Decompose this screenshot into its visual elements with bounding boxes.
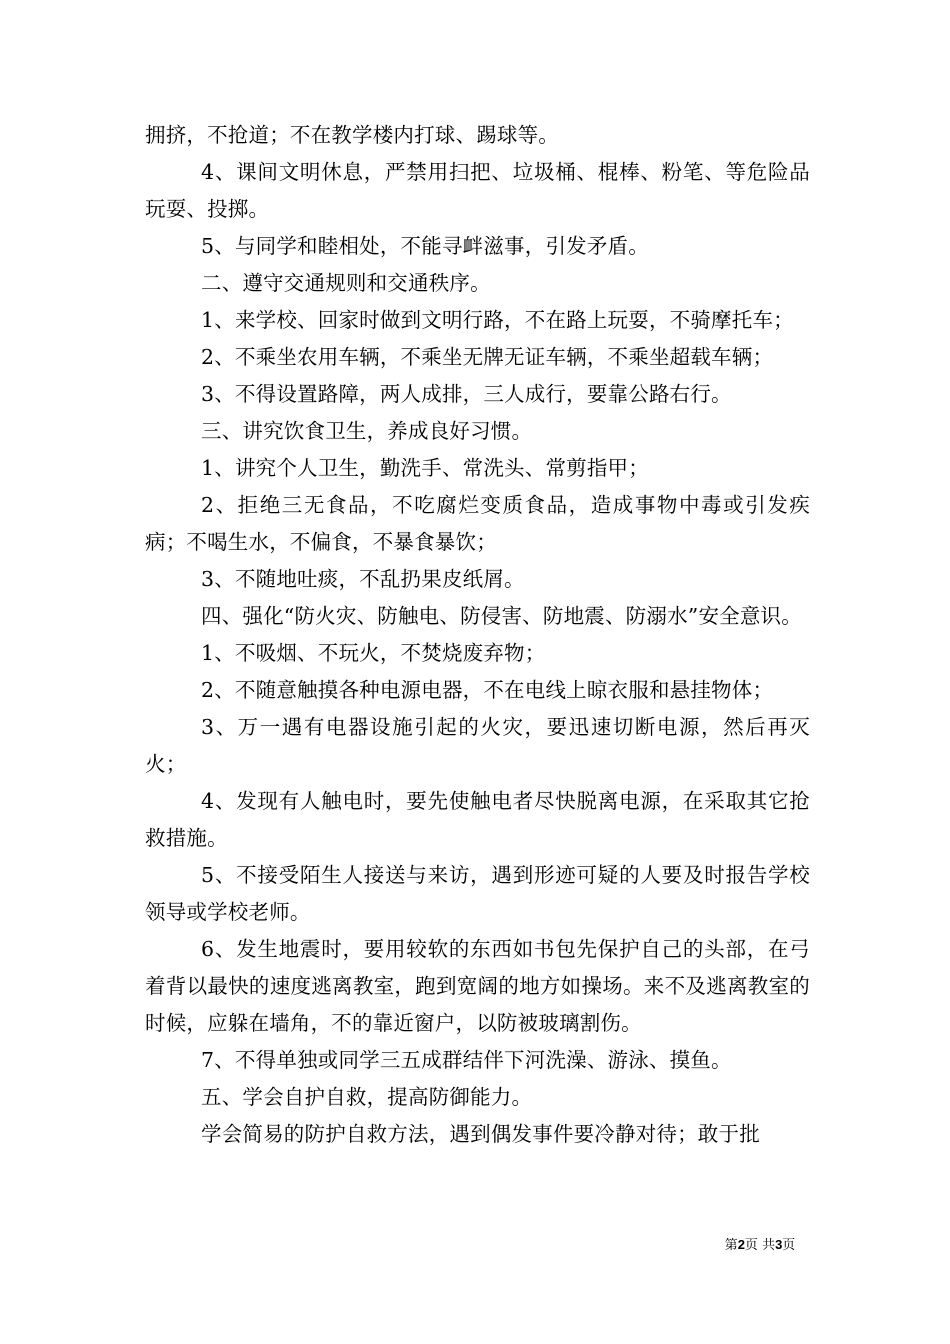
paragraph: 7、不得单独或同学三五成群结伴下河洗澡、游泳、摸鱼。 xyxy=(201,1048,732,1072)
page-number-middle: 页 共 xyxy=(744,1238,776,1253)
paragraph: 2、拒绝三无食品，不吃腐烂变质食品，造成事物中毒或引发疾病；不喝生水，不偏食，不暴食暴饮； xyxy=(145,493,810,554)
paragraph: 3、不得设置路障，两人成排，三人成行，要靠公路右行。 xyxy=(201,382,732,406)
paragraph: 学会简易的防护自救方法，遇到偶发事件要冷静对待；敢于批 xyxy=(201,1122,760,1146)
total-pages-number: 3 xyxy=(775,1237,783,1252)
paragraph: 5、不接受陌生人接送与来访，遇到形迹可疑的人要及时报告学校领导或学校老师。 xyxy=(145,863,810,924)
paragraph: 4、课间文明休息，严禁用扫把、垃圾桶、棍棒、粉笔、等危险品玩耍、投掷。 xyxy=(145,160,810,221)
paragraph: 2、不乘坐农用车辆，不乘坐无牌无证车辆，不乘坐超载车辆； xyxy=(201,345,774,369)
paragraph: 5、与同学和睦相处，不能寻衅滋事，引发矛盾。 xyxy=(201,234,649,258)
paragraph: 4、发现有人触电时，要先使触电者尽快脱离电源，在采取其它抢救措施。 xyxy=(145,789,810,850)
current-page-number: 2 xyxy=(737,1237,745,1252)
paragraph: 2、不随意触摸各种电源电器，不在电线上晾衣服和悬挂物体； xyxy=(201,678,774,702)
section-heading: 二、遵守交通规则和交通秩序。 xyxy=(201,271,491,295)
paragraph: 6、发生地震时，要用较软的东西如书包先保护自己的头部，在弓着背以最快的速度逃离教室，跑到宽阔的地方如操场。来不及逃离教室的时候，应躲在墙角，不的靠近窗户，以防被玻璃割伤。 xyxy=(145,937,810,1035)
section-heading: 三、讲究饮食卫生，养成良好习惯。 xyxy=(201,419,533,443)
page-number-prefix: 第 xyxy=(724,1238,738,1253)
paragraph: 3、不随地吐痰，不乱扔果皮纸屑。 xyxy=(201,567,525,591)
paragraph: 3、万一遇有电器设施引起的火灾，要迅速切断电源，然后再灭火； xyxy=(145,715,810,776)
page-footer xyxy=(0,1236,950,1255)
paragraph: 拥挤，不抢道；不在教学楼内打球、踢球等。 xyxy=(145,123,559,147)
paragraph: 1、讲究个人卫生，勤洗手、常洗头、常剪指甲； xyxy=(201,456,649,480)
paragraph: 1、来学校、回家时做到文明行路，不在路上玩耍，不骑摩托车； xyxy=(201,308,794,332)
section-heading: 五、学会自护自救，提高防御能力。 xyxy=(201,1085,533,1109)
document-body xyxy=(145,117,810,1153)
paragraph: 1、不吸烟、不玩火，不焚烧废弃物； xyxy=(201,641,546,665)
section-heading: 四、强化“防火灾、防触电、防侵害、防地震、防溺水”安全意识。 xyxy=(201,604,802,628)
page-number-suffix: 页 xyxy=(782,1238,796,1253)
